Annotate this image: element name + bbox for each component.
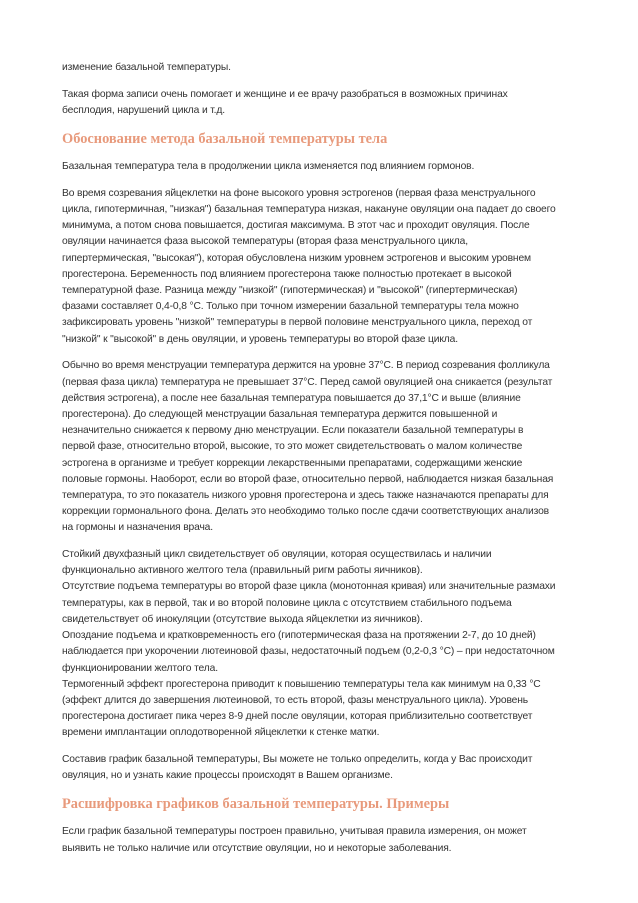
document-page (62, 60, 582, 867)
paragraph: Во время созревания яйцеклетки на фоне высокого уровня эстрогенов (первая фаза менструального цикла, гипотермичная, "низкая") базальная температура низкая, накануне овуляции она падает до своего минимума, а потом снова повышается, достигая максимума. В этот час и проходит овуляция. После овуляции начинается фаза высокой температуры (вторая фаза менструального цикла, гипертермическая, "высокая"), которая обусловлена низким уровнем эстрогенов и высоким уровнем прогестерона. Беременность под влиянием прогестерона также полностью протекает в высокой температурной фазе. Разница между "низкой" (гипотермическая) и "высокой" (гипертермическая) фазами составляет 0,4-0,8 °С. Только при точном измерении базальной температуры тела можно зафиксировать уровень "низкой" температуры в первой половине менструального цикла, переход от "низкой" к "высокой" в день овуляции, и уровень температуры во второй фазе цикла. (62, 187, 556, 345)
section-heading-method-basis: Обоснование метода базальной температуры тела (62, 131, 388, 148)
paragraph: Составив график базальной температуры, Вы можете не только определить, когда у Вас происходит овуляция, но и узнать какие процессы происходят в Вашем организме. (62, 754, 533, 782)
paragraph: Такая форма записи очень помогает и женщине и ее врачу разобраться в возможных причинах бесплодия, нарушений цикла и т.д. (62, 88, 508, 116)
paragraph: Обычно во время менструации температура держится на уровне 37°С. В период созревания фолликула (первая фаза цикла) температура не превышает 37°С. Перед самой овуляцией она сникается (результат действия эстрогена), а после нее базальная температура повышается до 37,1°С и выше (влияние прогестерона). До следующей менструации базальная температура держится повышенной и незначительно снижается к первому дню менструации. Если показатели базальной температуры в первой фазе, относительно второй, высокие, то это может свидетельствовать о малом количестве эстрогена в организме и требует коррекции лекарственными препаратами, содержащими женские половые гормоны. Наоборот, если во второй фазе, относительно первой, наблюдается низкая базальная температура, то это показатель низкого уровня прогестерона и здесь также назначаются препараты для коррекции гормонального фона. Делать это необходимо только после сдачи соответствующих анализов на гормоны и назначения врача. (62, 360, 554, 534)
paragraph: Стойкий двухфазный цикл свидетельствует об овуляции, которая осуществилась и наличии функционально активного желтого тела (правильный ригм работы яичников). Отсутствие подъема температуры во второй фазе цикла (монотонная кривая) или значительные размахи температуры, как в первой, так и во второй половине цикла с отсутствием стабильного подъема свидетельствует об инокуляции (отсутствие выхода яйцеклетки из яичников). Опоздание подъема и кратковременность его (гипотермическая фаза на протяжении 2-7, до 10 дней) наблюдается при укорочении лютеиновой фазы, недостаточный подъем (0,2-0,3 °С) – при недостаточном функционировании желтого тела. Термогенный эффект прогестерона приводит к повышению температуры тела как минимум на 0,33 °С (эффект длится до завершения лютеиновой, то есть второй, фазы менструального цикла). Уровень прогестерона достигает пика через 8-9 дней после овуляции, которая приблизительно соответствует времени имплантации оплодотворенной яйцеклетки к стенке матки. (62, 549, 556, 739)
paragraph: Базальная температура тела в продолжении цикла изменяется под влиянием гормонов. (62, 161, 475, 173)
section-heading-chart-examples: Расшифровка графиков базальной температуры. Примеры (62, 796, 450, 813)
paragraph: Если график базальной температуры построен правильно, учитывая правила измерения, он может выявить не только наличие или отсутствие овуляции, но и некоторые заболевания. (62, 826, 527, 854)
paragraph: изменение базальной температуры. (62, 62, 231, 73)
